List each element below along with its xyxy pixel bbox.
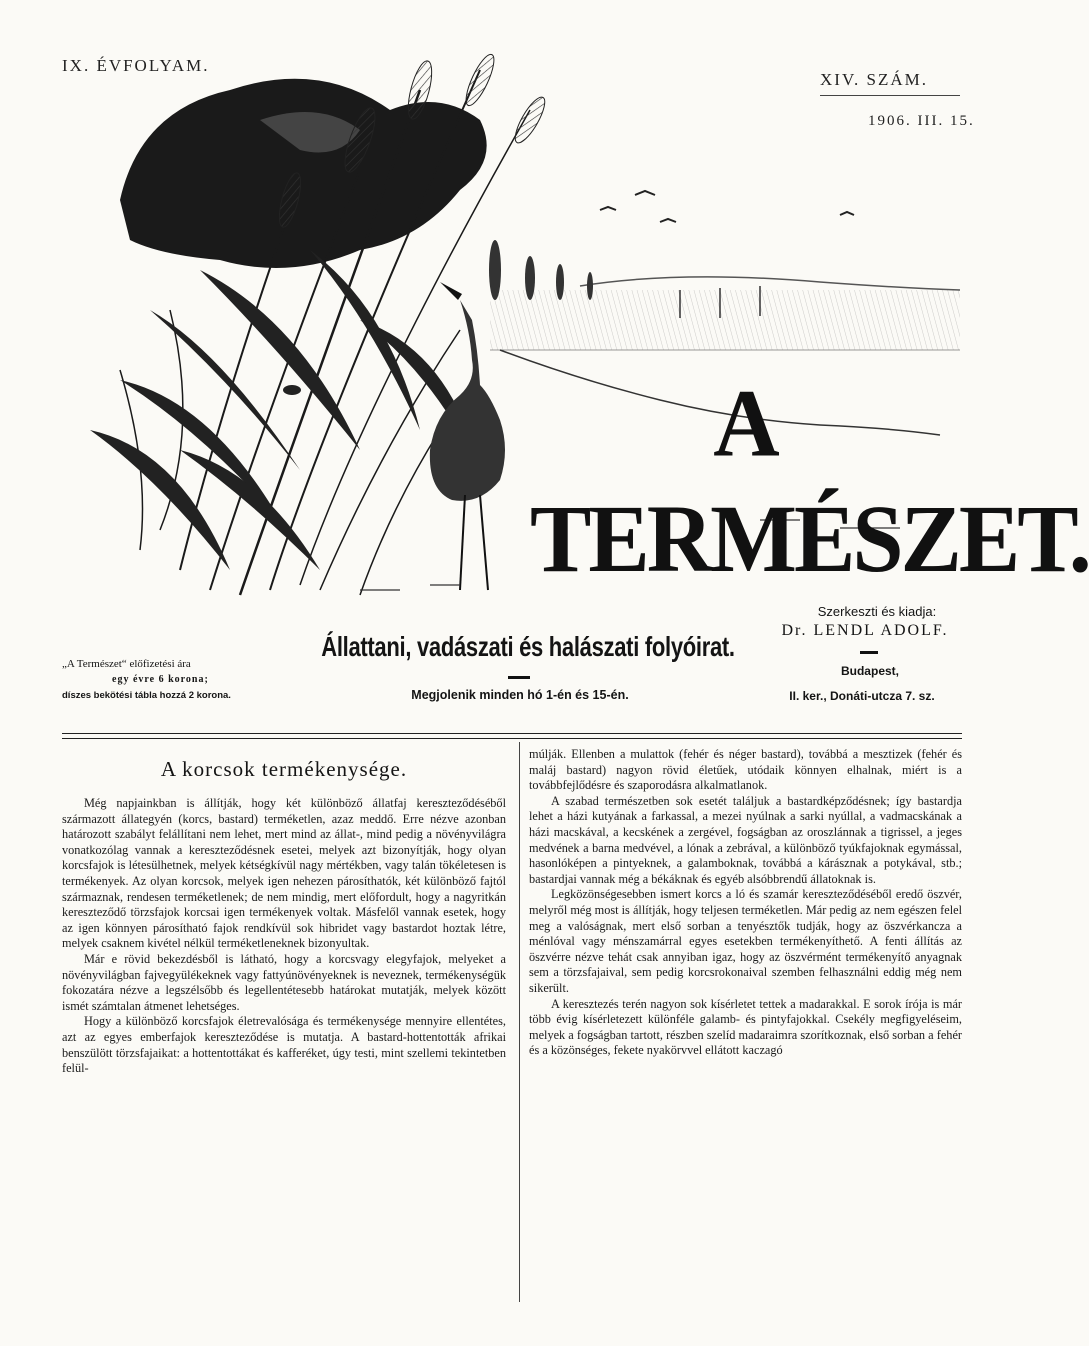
flying-birds — [600, 191, 854, 222]
paragraph: múlják. Ellenben a mulattok (fehér és néger bastard), továbbá a mesztizek (fehér és maláj bastard) nagyon rövid életűek, utódaik könnyen elhalnak, miért is a továbbfejlődésre és szaporodásra alkalmatlanok. — [529, 747, 962, 793]
editor-label: Szerkeszti és kiadja: — [817, 604, 937, 619]
editor-address: II. ker., Donáti-utcza 7. sz. — [789, 689, 935, 703]
issue-date: 1906. III. 15. — [868, 113, 975, 129]
editor-name: Dr. LENDL ADOLF. — [781, 622, 949, 639]
tree-foliage — [120, 79, 487, 268]
subtitle-dash — [508, 676, 530, 679]
issue-label: XIV. SZÁM. — [820, 70, 929, 89]
editor-dash — [860, 651, 878, 654]
paragraph: Legközönségesebben ismert korcs a ló és szamár kereszteződéséből eredő öszvér, melyről még most is állítják, hogy teljesen terméketlen. Már pedig az nem egészen felel meg a valóságnak, mert első sorban a tenyésztők tudják, hogy az öszvérkancza a ménlóval vagy ménszamárral egyes esetekben termékenyíthető. A fenti állítás az öszvérre nézve tehát csak annyiban igaz, hogy az öszvérmént termékenyítő anyagnak sem a törzsfajaival, sem pedig korcsrokonaival szemben felhasználni eddig még nem sikerült. — [529, 887, 962, 995]
reed-leaves — [90, 250, 480, 570]
publication-frequency: Megjolenik minden hó 1-én és 15-én. — [411, 688, 629, 702]
volume-label: IX. ÉVFOLYAM. — [62, 56, 210, 75]
subscription-binding: díszes bekötési tábla hozzá 2 korona. — [62, 690, 231, 701]
paragraph: Már e rövid bekezdésből is látható, hogy a korcsvagy elegyfajok, melyeket a növényvilágban fajvegyülékeknek vagy fattyúnövényeknek is neveznek, termékenységük fokozatára nézve a legszélsőbb és legellentétesebb határokat mutatják, melyek között ismét számtalan átmenet lehetséges. — [62, 951, 506, 1013]
article-column-right — [529, 747, 962, 1059]
column-rule — [519, 742, 520, 1302]
subscription-price-line: „A Természet“ előfizetési ára — [62, 658, 191, 670]
masthead-subtitle: Állattani, vadászati és halászati folyóirat. — [321, 630, 735, 662]
subscription-annual: egy évre 6 korona; — [112, 674, 209, 685]
header-rule — [62, 733, 962, 739]
editor-city: Budapest, — [840, 664, 899, 678]
paragraph: Még napjainkban is állítják, hogy két különböző állatfaj kereszteződéséből származott állategyén (korcs, bastard) terméketlen, azaz meddő. Erre nézve azonban határozott szabályt felállítani nem lehet, mert mind az állat-, mind pedig a növényvilágra vonatkozólag vannak a kereszteződésnek esetei, melyek azt bizonyítják, hogy olyan korcsfajok is létesülhetnek, melyek kétségkívül nagy mértékben, vagy talán tökéletesen is termékenyek. Az olyan korcsok, melyek igen nehezen párosíthatók, két különböző fajtól származnak, rendesen terméketlenek; de nem mindig, mert előfordult, hogy a nagyritkán kereszteződő törzsfajok korcsai igen termékenyek voltak. Másfelől vannak esetek, hogy az igen könnyen párosítható fajok rendkívül sok hibridet vagy bastardot hoztak létre, melyek csaknem kivétel nélkül terméketleneknek bizonyultak. — [62, 796, 506, 951]
paragraph: Hogy a különböző korcsfajok életrevalósága és termékenysége mennyire ellentétes, azt az egyes emberfajok kereszteződése is mutatja. A bastard-hottentották afrikai benszülött törzsfajaikat: a hottentottákat és kafferéket, úgy testi, mint szellemi tekintetben felül- — [62, 1014, 506, 1076]
article-column-left — [62, 796, 506, 1077]
masthead-title: A TERMÉSZET. — [530, 369, 1089, 593]
article-title: A korcsok termékenysége. — [160, 757, 408, 781]
paragraph: A keresztezés terén nagyon sok kísérletet tettek a madarakkal. E sorok írója is már több évig kísérletezett különféle galamb- és pintyfajokkal. Csekély megfigyeléseim, melyek a fogságban tartott, részben szelíd madaraimra szorítkoznak, első sorban a fehér és a közönséges, fekete nyakörvvel ellátott kaczagó — [529, 996, 962, 1058]
paragraph: A szabad természetben sok esetét találjuk a bastardképződésnek; így bastardja lehet a házi kutyának a farkassal, a mezei nyúlnak a sarki nyúllal, a vadmacskának a házi macskával, a kecskének a zergével, fogságban az oroszlánnak a tigrissel, a jeges medvének a barna medvével, a lónak a zebrával, a különböző tyúkfajoknak egymással, hasonlóképen a pintyeknek, a galamboknak, továbbá a kárásznak a potykával, stb.; bastardjai vannak még a békáknak és egyéb alsóbbrendű állatoknak is. — [529, 793, 962, 886]
small-bird — [283, 385, 301, 395]
